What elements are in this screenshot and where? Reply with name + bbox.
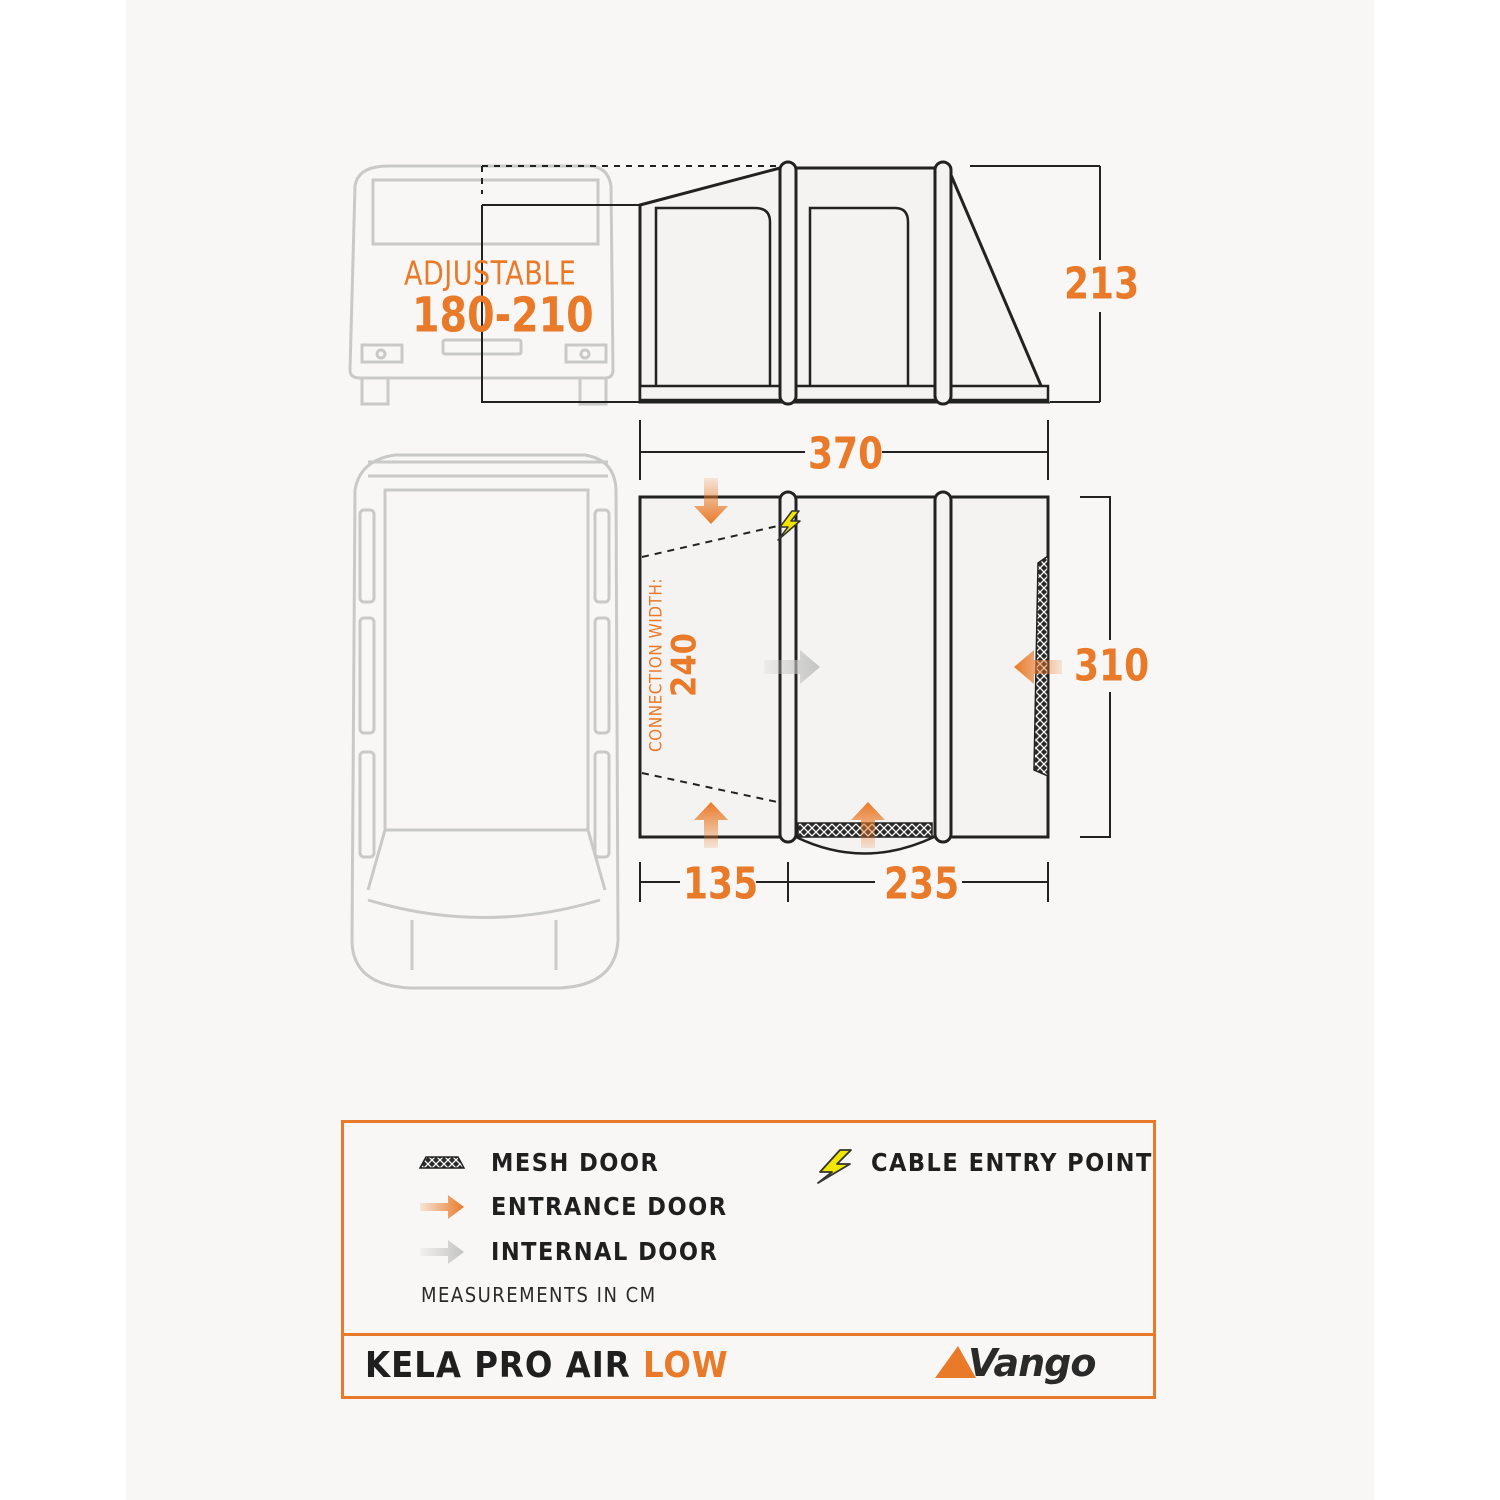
legend-entrance-door: ENTRANCE DOOR (491, 1192, 728, 1221)
legend-cable-entry: CABLE ENTRY POINT (871, 1148, 1153, 1177)
rear-section-dimension: 235 (884, 858, 960, 910)
connection-width-label: CONNECTION WIDTH: (646, 577, 667, 753)
height-dimension: 213 (1064, 258, 1140, 310)
width-dimension: 310 (1074, 640, 1150, 692)
brand-logo-text: Vango (968, 1341, 1096, 1385)
length-dimension: 370 (808, 428, 884, 480)
van-top-view (352, 455, 618, 988)
connection-width-value: 240 (664, 633, 705, 697)
measurements-note: MEASUREMENTS IN CM (421, 1283, 657, 1307)
front-section-dimension: 135 (683, 858, 759, 910)
legend-divider (341, 1333, 1156, 1336)
legend-internal-door: INTERNAL DOOR (491, 1237, 719, 1266)
product-name: KELA PRO AIR (365, 1345, 631, 1386)
tent-top-view (640, 420, 1110, 902)
product-variant: LOW (643, 1345, 729, 1386)
adjustable-range: 180-210 (412, 287, 594, 344)
legend-mesh-door: MESH DOOR (491, 1148, 660, 1177)
product-title (365, 1345, 729, 1386)
adjustable-label: ADJUSTABLE (404, 254, 577, 294)
